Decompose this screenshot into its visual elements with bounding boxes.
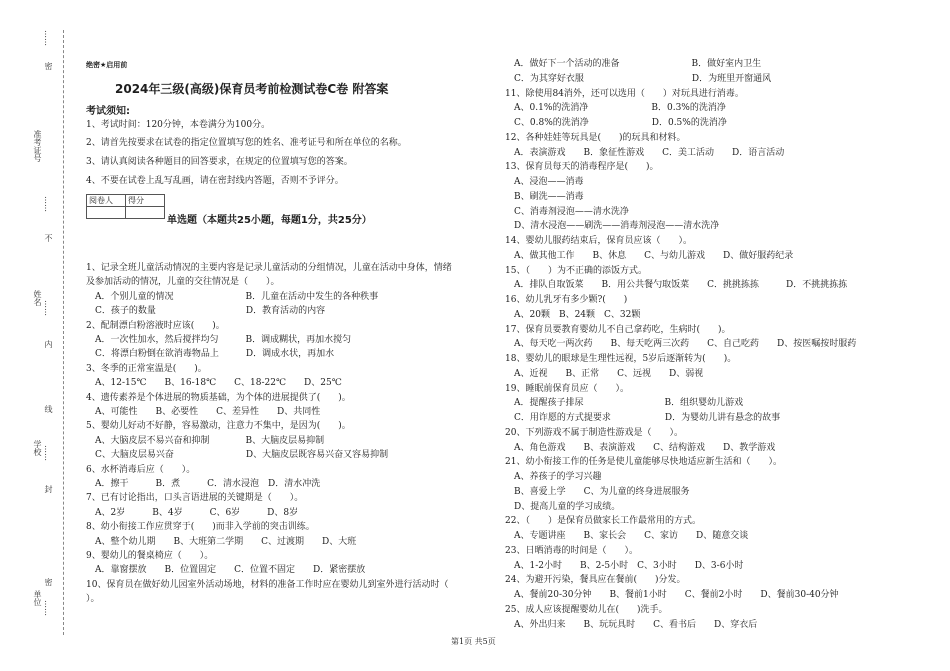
seal-char: 内: [44, 340, 53, 348]
unit-label: 单位: [33, 590, 42, 606]
page-footer: 第1页 共5页: [451, 637, 496, 646]
question-line: A、12-15℃ B、16-18℃ C、18-22℃ D、25℃: [86, 378, 342, 389]
question-line: A、1-2小时 B、2-5小时 C、3小时 D、3-6小时: [505, 560, 744, 571]
seal-line: [63, 30, 64, 635]
question-line: A、0.1%的洗消净 B．0.3%的洗消净: [505, 103, 726, 114]
question-line: C．孩子的数量 D．教育活动的内容: [86, 306, 326, 317]
question-line: A．排队自取饭菜 B．用公共餐勺取饭菜 C．挑挑拣拣 D．不挑挑拣拣: [505, 280, 848, 291]
note-line: 2、请首先按要求在试卷的指定位置填写您的姓名、准考证号和所在单位的名称。: [86, 138, 407, 148]
seal-char: 密: [44, 578, 53, 586]
fill-mark: ……: [43, 600, 52, 616]
question-line: 13、保育员每天的消毒程序是( )。: [505, 162, 659, 173]
question-line: 25、成人应该提醒婴幼儿在( )洗手。: [505, 604, 668, 615]
seal-char: 密: [44, 62, 53, 70]
question-line: 22、（ ）是保育员做家长工作最常用的方式。: [505, 516, 701, 527]
question-line: D、清水浸泡——刷洗——消毒剂浸泡——清水洗净: [505, 221, 720, 232]
question-line: C．用诈愿的方式提要求 D．为婴幼儿讲有悬念的故事: [505, 413, 781, 423]
question-line: 10、保育员在做好幼儿园室外活动场地，材料的准备工作时应在婴幼儿到室外进行活动时（: [86, 579, 449, 590]
question-line: 8、幼小衔接工作应贯穿于( )而非入学前的突击训练。: [86, 522, 315, 533]
note-line: 1、考试时间：120分钟，本卷满分为100分。: [86, 120, 271, 130]
question-line: 9、婴幼儿的餐桌椅应（ ）。: [86, 551, 214, 561]
question-line: A、浸泡——消毒: [505, 177, 584, 187]
question-line: A、整个幼儿期 B、大班第二学期 C、过渡期 D、大班: [86, 536, 357, 547]
question-line: A、20颗 B、24颗 C、32颗: [505, 309, 641, 320]
question-line: 5、婴幼儿好动不好静，容易激动，注意力不集中，是因为( )。: [86, 421, 351, 432]
question-line: 19、睡眠前保育员应（ ）。: [505, 383, 629, 394]
notes-title: 考试须知:: [86, 106, 130, 117]
question-line: A、外出归来 B、玩玩具时 C、看书后 D、穿衣后: [505, 619, 758, 630]
score-blank[interactable]: [126, 207, 165, 219]
question-line: A、每天吃一两次药 B、每天吃两三次药 C、自己吃药 D、按医嘱按时服药: [505, 339, 857, 350]
fill-mark: ……: [43, 445, 52, 461]
question-line: A．提醒孩子排尿 B．组织婴幼儿游戏: [505, 398, 744, 409]
question-line: 14、婴幼儿服药结束后，保育员应该（ ）。: [505, 236, 692, 246]
fill-mark: ……: [43, 196, 52, 212]
question-line: A、角色游戏 B、表演游戏 C、结构游戏 D、教学游戏: [505, 442, 776, 453]
question-line: 2、配制漂白粉溶液时应该( )。: [86, 320, 225, 331]
section-title: 单选题（本题共25小题，每题1分，共25分）: [167, 215, 372, 226]
question-line: A．擦干 B．煮 C．清水浸泡 D．清水冲洗: [86, 479, 321, 489]
question-line: 及参加活动的情况，儿童的交往情况是（ ）。: [86, 277, 280, 288]
question-line: A、做其他工作 B、休息 C、与幼儿游戏 D、做好服药纪录: [505, 250, 794, 261]
question-line: 4、遗传素养是个体进展的物质基础，为个体的进展提供了( )。: [86, 392, 351, 403]
question-line: A、近视 B、正常 C、远视 D、弱视: [505, 368, 704, 379]
fill-mark: ……: [43, 300, 52, 316]
question-line: ）。: [86, 594, 100, 605]
question-line: 3、冬季的正常室温是( )。: [86, 363, 207, 374]
question-line: C．为其穿好衣服 D．为班里开窗通风: [505, 73, 772, 84]
question-line: D、提高儿童的学习成绩。: [505, 501, 621, 512]
question-line: A、专题讲座 B、家长会 C、家访 D、随意交谈: [505, 531, 749, 541]
question-line: B、刷洗——消毒: [505, 191, 584, 202]
note-line: 4、不要在试卷上乱写乱画，请在密封线内答题，否则不予评分。: [86, 176, 344, 186]
question-line: A．个别儿童的情况 B．儿童在活动中发生的各种秩事: [86, 291, 379, 302]
question-line: A．做好下一个活动的准备 B．做好室内卫生: [505, 59, 762, 69]
question-line: 1、记录全班儿童活动情况的主要内容是记录儿童活动的分组情况，儿童在活动中身体，情绪: [86, 263, 452, 273]
question-line: B、喜爱上学 C、为儿童的终身进展服务: [505, 486, 690, 497]
question-line: 7、已有讨论指出，口头言语进展的关键期是（ ）。: [86, 493, 304, 504]
reviewer-cell: 阅卷人: [87, 195, 126, 207]
reviewer-blank[interactable]: [87, 207, 126, 219]
score-cell: 得分: [126, 195, 165, 207]
question-line: 11、除使用84消外，还可以选用（ ）对玩具进行消毒。: [505, 88, 744, 99]
question-line: A、2岁 B、4岁 C、6岁 D、8岁: [86, 507, 299, 518]
question-line: A．表演游戏 B．象征性游戏 C．美工活动 D．语言活动: [505, 147, 785, 158]
secret-mark: 绝密★启用前: [86, 61, 128, 69]
question-line: C、大脑皮层易兴奋 D、大脑皮层既容易兴奋又容易抑制: [86, 450, 389, 461]
question-line: 17、保育员要教育婴幼儿不自己拿药吃，生病时( )。: [505, 324, 731, 335]
question-line: A．靠窗摆放 B．位置固定 C．位置不固定 D．紧密摆放: [86, 565, 366, 576]
question-line: A、餐前20-30分钟 B、餐前1小时 C、餐前2小时 D、餐前30-40分钟: [505, 590, 839, 600]
fill-mark: ……: [43, 30, 52, 46]
zhunkao-label: 准考证号: [33, 130, 42, 162]
seal-char: 封: [44, 485, 53, 493]
question-line: 12、各种娃娃等玩具是( )的玩具和材料。: [505, 132, 686, 143]
question-line: C、0.8%的洗消净 D．0.5%的洗消净: [505, 118, 727, 128]
question-line: 6、水杯消毒后应（ ）。: [86, 464, 196, 475]
question-line: C．将漂白粉倒在欲消毒物品上 D．调成水状，再加水: [86, 349, 335, 360]
question-line: 18、婴幼儿的眼球是生理性远视，5岁后逐渐转为( )。: [505, 354, 737, 364]
question-line: A、养孩子的学习兴趣: [505, 472, 602, 482]
page-title: 2024年三级(高级)保育员考前检测试卷C卷 附答案: [115, 82, 389, 96]
question-line: 21、幼小衔接工作的任务是使儿童能够尽快地适应新生活和（ ）。: [505, 457, 782, 468]
school-label: 学校: [33, 440, 42, 456]
seal-char: 线: [44, 405, 53, 413]
seal-char: 不: [44, 234, 53, 242]
note-line: 3、请认真阅读各种题目的回答要求，在规定的位置填写您的答案。: [86, 157, 353, 167]
question-line: 16、幼儿乳牙有多少颗?( ): [505, 295, 628, 305]
question-line: 24、为避开污染，餐具应在餐前( )分发。: [505, 575, 686, 586]
question-line: 23、日晒消毒的时间是（ ）。: [505, 545, 638, 556]
name-label: 姓名: [33, 290, 42, 306]
question-line: 20、下列游戏不属于制造性游戏是（ ）。: [505, 427, 683, 438]
question-line: 15、（ ）为不正确的添饭方式。: [505, 265, 647, 276]
question-line: A．一次性加水，然后搅拌均匀 B．调成糊状，再加水搅匀: [86, 335, 352, 345]
question-line: C、消毒剂浸泡——清水洗净: [505, 206, 629, 217]
score-table: [86, 194, 165, 219]
question-line: A、可能性 B、必要性 C、差异性 D、共同性: [86, 407, 321, 417]
question-line: A、大脑皮层不易兴奋和抑制 B、大脑皮层易抑制: [86, 435, 325, 446]
